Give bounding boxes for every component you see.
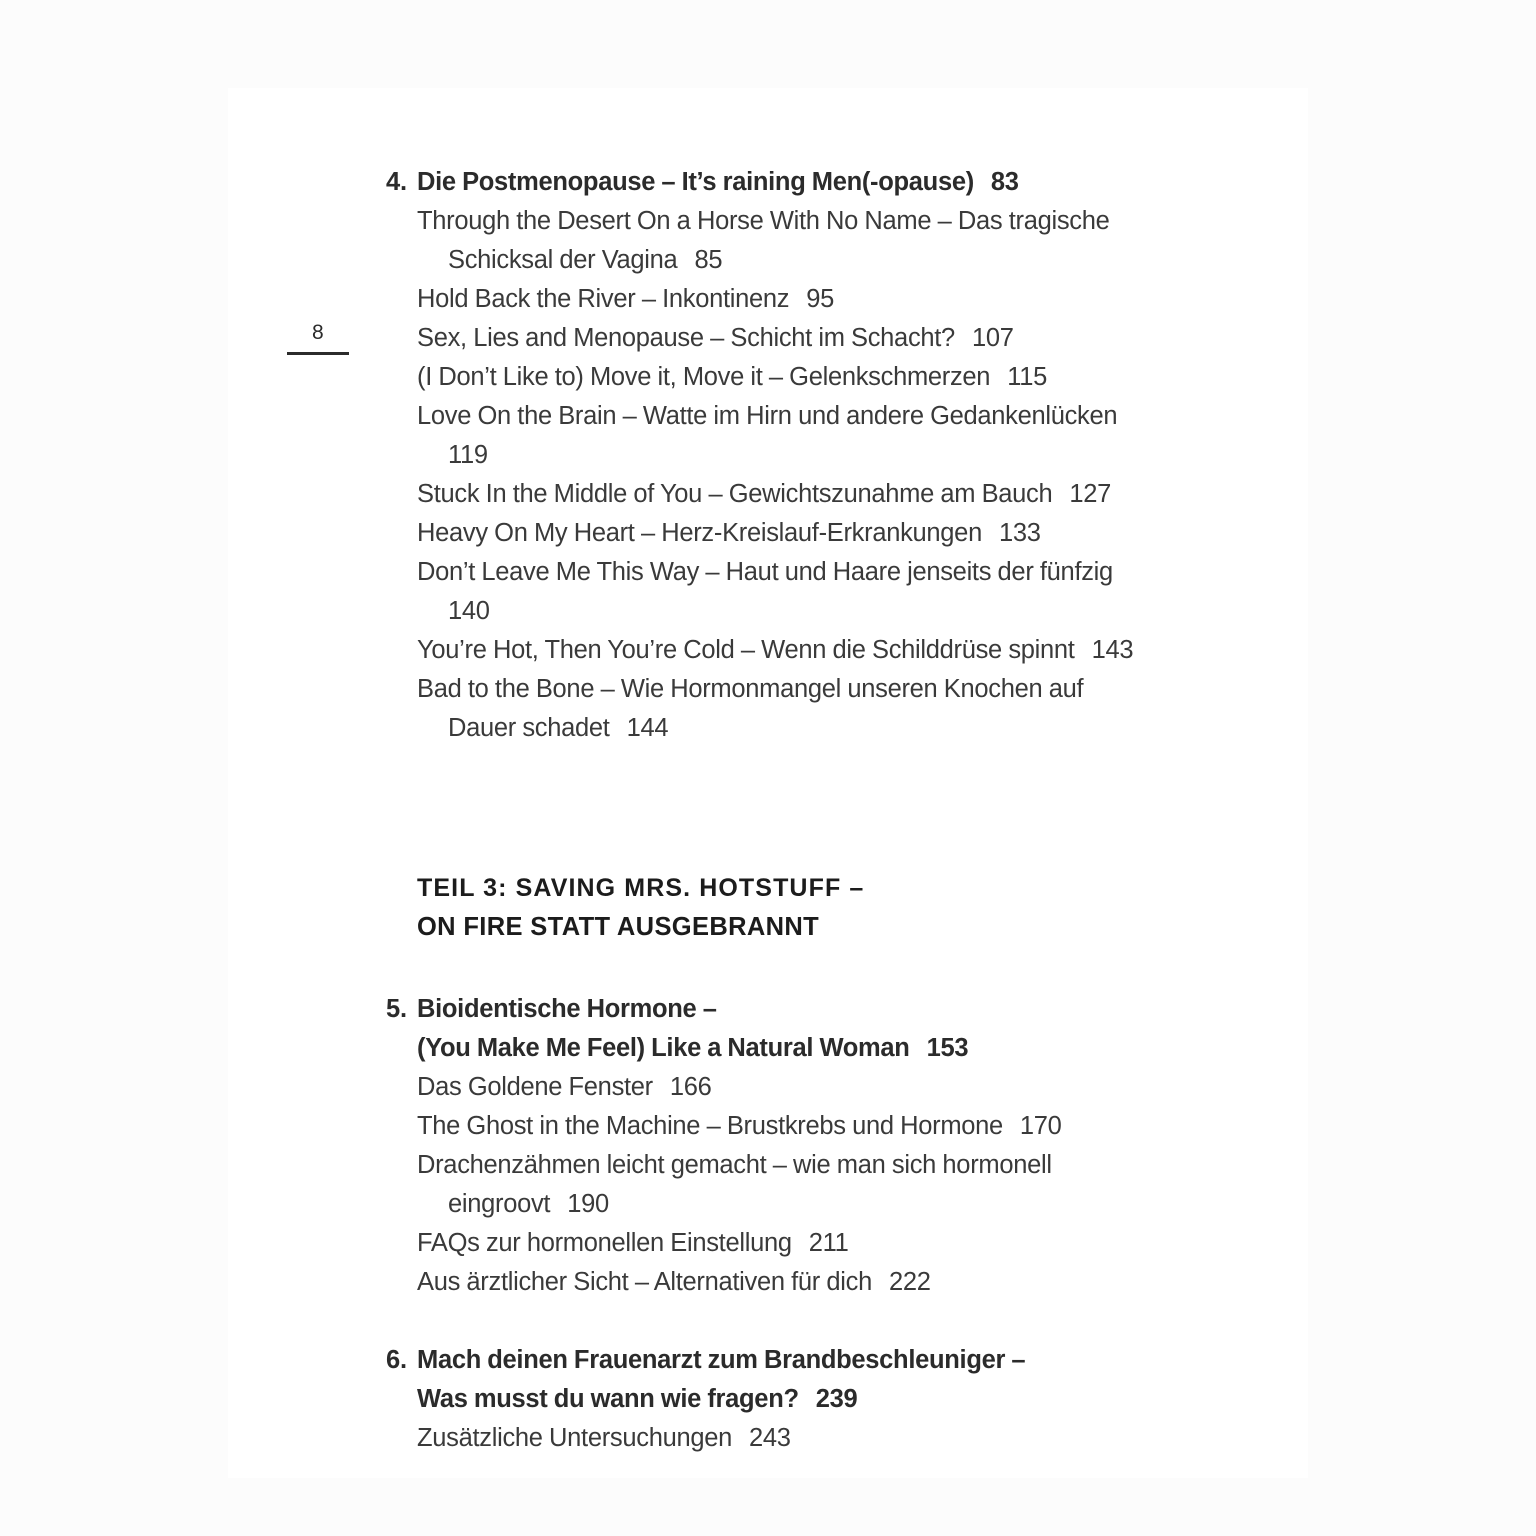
toc-entry-text: Heavy On My Heart – Herz-Kreislauf-Erkrankungen [417, 519, 982, 547]
toc-entry [417, 1146, 1146, 1224]
chapter-title-line2: (You Make Me Feel) Like a Natural Woman [417, 1034, 910, 1062]
toc-entry-page: 144 [626, 714, 669, 742]
part-heading-line2: ON FIRE STATT AUSGEBRANNT [417, 913, 820, 941]
toc-entry-text: The Ghost in the Machine – Brustkrebs und Hormone [417, 1112, 1003, 1140]
toc-entry-page: 95 [806, 285, 834, 313]
toc-entry-text: Zusätzliche Untersuchungen [417, 1424, 732, 1452]
toc-entry [417, 397, 1146, 475]
page-number: 8 [312, 321, 324, 344]
chapter-title [417, 1341, 1146, 1380]
toc-entry [417, 631, 1146, 670]
toc-entry-text: Bad to the Bone – Wie Hormonmangel unseren Knochen auf Dauer schadet [417, 675, 1084, 742]
chapter-page-number: 83 [990, 168, 1019, 196]
chapter-entry-6 [386, 1341, 1146, 1419]
section-spacer [386, 1302, 1146, 1341]
toc-entry-text: Aus ärztlicher Sicht – Alternativen für dich [417, 1268, 872, 1296]
chapter-page-number: 239 [815, 1385, 858, 1413]
toc-entry-page: 211 [808, 1229, 849, 1257]
toc-entry [417, 514, 1146, 553]
toc-entry-text: Sex, Lies and Menopause – Schicht im Schacht? [417, 324, 955, 352]
toc-entry [417, 1068, 1146, 1107]
toc-entry-page: 127 [1069, 480, 1112, 508]
chapter-title-line2: Was musst du wann wie fragen? [417, 1385, 799, 1413]
toc-entry [417, 358, 1146, 397]
toc-entry-page: 243 [748, 1424, 791, 1452]
chapter-number: 4. [386, 168, 407, 196]
chapter-entry-5 [386, 990, 1146, 1068]
toc-entry [417, 1419, 1146, 1458]
chapter-title-line1: Mach deinen Frauenarzt zum Brandbeschleuniger – [417, 1346, 1026, 1374]
toc-entry [417, 1107, 1146, 1146]
chapter-number: 6. [386, 1346, 407, 1374]
toc-entry-text: Drachenzähmen leicht gemacht – wie man sich hormonell eingroovt [417, 1151, 1052, 1218]
toc-entry [417, 670, 1146, 748]
toc-entry-text: Stuck In the Middle of You – Gewichtszunahme am Bauch [417, 480, 1053, 508]
toc-entry [417, 1224, 1146, 1263]
toc-entry-text: (I Don’t Like to) Move it, Move it – Gelenkschmerzen [417, 363, 991, 391]
section-spacer [386, 824, 1146, 868]
table-of-contents [386, 163, 1146, 1458]
section-spacer [386, 748, 1146, 824]
toc-entry-page: 190 [567, 1190, 609, 1218]
chapter-title-line1: Bioidentische Hormone – [417, 995, 717, 1023]
toc-entry [417, 280, 1146, 319]
chapter-title-continued [417, 1029, 1146, 1068]
toc-entry [417, 553, 1146, 631]
toc-entry-page: 170 [1019, 1112, 1062, 1140]
toc-entry-page: 133 [998, 519, 1041, 547]
chapter-entry-4 [386, 163, 1146, 202]
toc-entry-page: 140 [448, 597, 490, 625]
chapter-title-text: Die Postmenopause – It’s raining Men(-opause) [417, 168, 974, 196]
toc-entry-text: Don’t Leave Me This Way – Haut und Haare jenseits der fünfzig [417, 558, 1113, 586]
toc-entry-text: Love On the Brain – Watte im Hirn und andere Gedankenlücken [417, 402, 1118, 430]
toc-entry [417, 202, 1146, 280]
toc-entry-page: 143 [1091, 636, 1134, 664]
toc-entry-text: FAQs zur hormonellen Einstellung [417, 1229, 792, 1257]
toc-entry [417, 475, 1146, 514]
chapter-page-number: 153 [926, 1034, 969, 1062]
toc-entry-page: 222 [888, 1268, 931, 1296]
toc-entry-page: 119 [448, 441, 488, 469]
toc-entry-page: 85 [694, 246, 723, 274]
chapter-title [417, 990, 1146, 1029]
toc-entry-text: Das Goldene Fenster [417, 1073, 653, 1101]
section-spacer [386, 946, 1146, 990]
toc-entry-page: 166 [669, 1073, 712, 1101]
chapter-title [417, 163, 1146, 202]
toc-entry-text: You’re Hot, Then You’re Cold – Wenn die Schilddrüse spinnt [417, 636, 1075, 664]
chapter-number: 5. [386, 995, 407, 1023]
chapter-title-continued [417, 1380, 1146, 1419]
folio [287, 320, 349, 355]
toc-entry-page: 115 [1007, 363, 1047, 391]
toc-entry [417, 1263, 1146, 1302]
part-heading-line1: TEIL 3: SAVING MRS. HOTSTUFF – [417, 874, 865, 902]
part-heading-3 [417, 868, 1146, 946]
folio-rule [287, 352, 349, 355]
toc-entry-text: Hold Back the River – Inkontinenz [417, 285, 790, 313]
toc-entry-page: 107 [971, 324, 1014, 352]
toc-entry-text: Through the Desert On a Horse With No Name – Das tragische Schicksal der Vagina [417, 207, 1110, 274]
toc-entry [417, 319, 1146, 358]
